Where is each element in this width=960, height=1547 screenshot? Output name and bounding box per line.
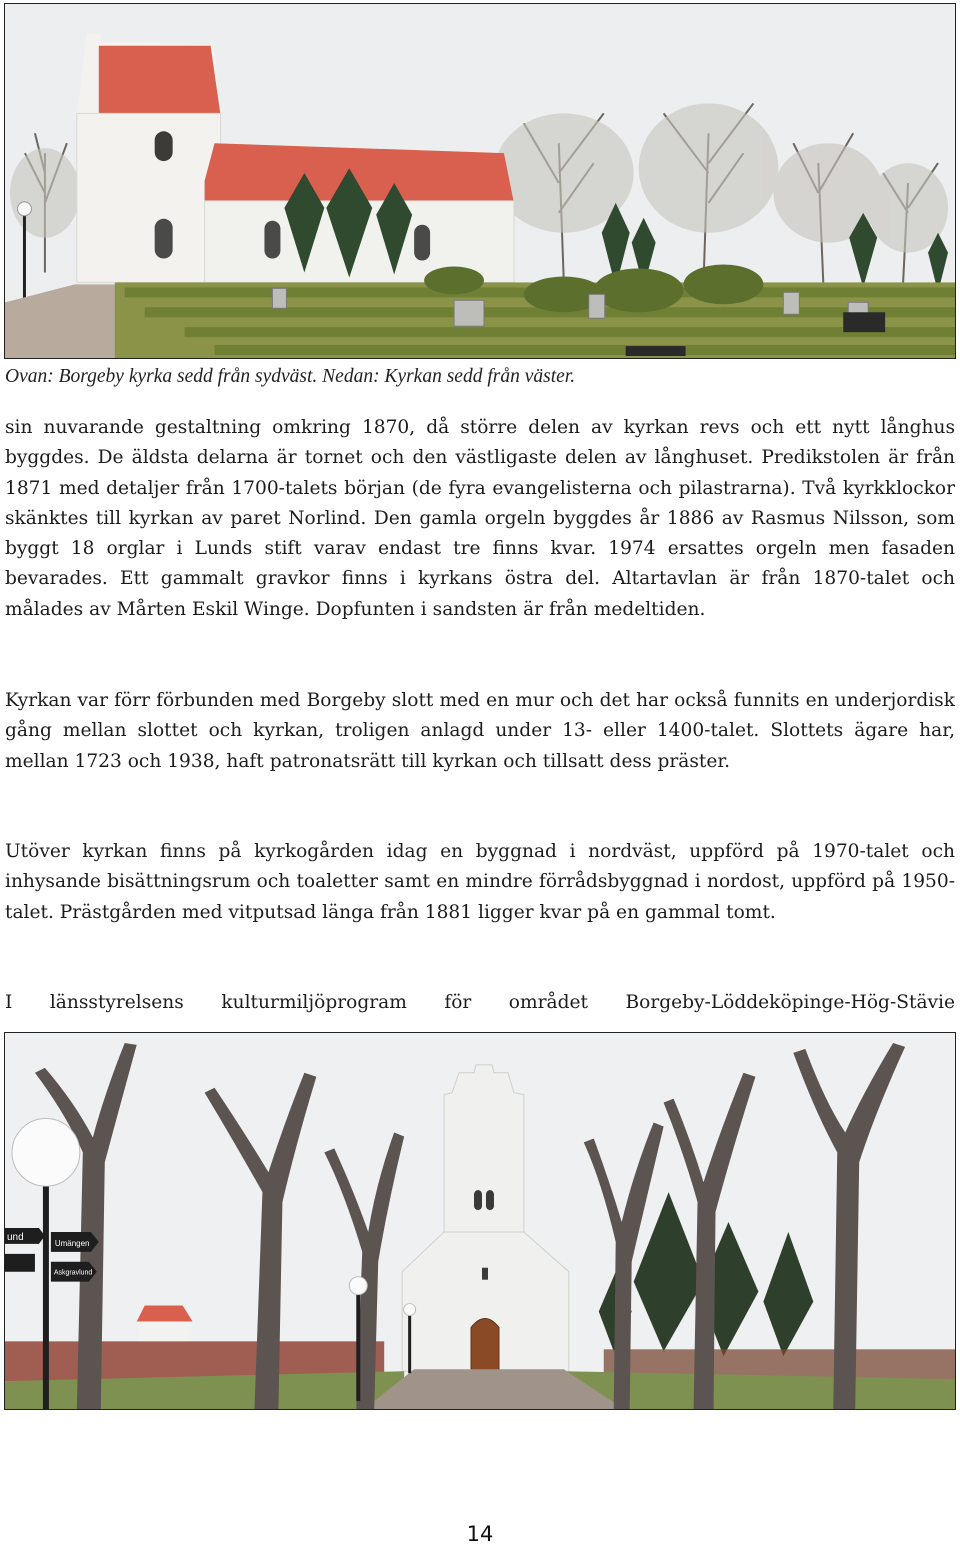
paragraph-cultural-program: I länsstyrelsens kulturmiljöprogram för området Borgeby-Löddeköpinge-Hög-Stävie <box>5 992 955 1013</box>
paragraph-church-history: sin nuvarande gestaltning omkring 1870, då större delen av kyrkan revs och ett nytt långhus byggdes. De äldsta delarna är tornet och den västligaste delen av långhuset. Predikstolen är från 1871 med detaljer från 1700-talets början (de fyra evangelisterna och pilastrarna). Två kyrkklockor skänktes till kyrkan av paret Norlind. Den gamla orgeln byggdes år 1886 av Rasmus Nilsson, som byggt 18 orglar i Lunds stift varav endast tre finns kvar. 1974 ersattes orgeln men fasaden bevarades. Ett gammalt gravkor finns i kyrkans östra del. Altartavlan är från 1870-talet och målades av Mårten Eskil Winge. Dopfunten i sandsten är från medeltiden. <box>5 417 955 620</box>
sign-label-und: und <box>6 1231 24 1243</box>
church-southwest-image <box>5 4 955 358</box>
paragraph-castle-connection: Kyrkan var förr förbunden med Borgeby slott med en mur och det har också funnits en underjordisk gång mellan slottet och kyrkan, troligen anlagd under 13- eller 1400-talet. Slottets ägare har, mellan 1723 och 1938, haft patronatsrätt till kyrkan och tillsatt dess präster. <box>5 690 955 772</box>
sign-label-askgravlund: Askgravlund <box>53 1269 93 1277</box>
church-west-image <box>5 1033 955 1409</box>
church-photo-southwest <box>4 3 956 359</box>
page-number: 14 <box>466 1522 494 1546</box>
church-photo-west <box>4 1032 956 1410</box>
photo-caption: Ovan: Borgeby kyrka sedd från sydväst. Nedan: Kyrkan sedd från väster. <box>5 366 576 387</box>
paragraph-churchyard-buildings: Utöver kyrkan finns på kyrkogården idag en byggnad i nordväst, uppförd på 1970-talet och inhysande bisättningsrum och toaletter samt en mindre förrådsbyggnad i nordost, uppförd på 1950-talet. Prästgården med vitputsad länga från 1881 ligger kvar på en gammal tomt. <box>5 841 955 923</box>
sign-label-umangen: Umängen <box>54 1238 90 1248</box>
